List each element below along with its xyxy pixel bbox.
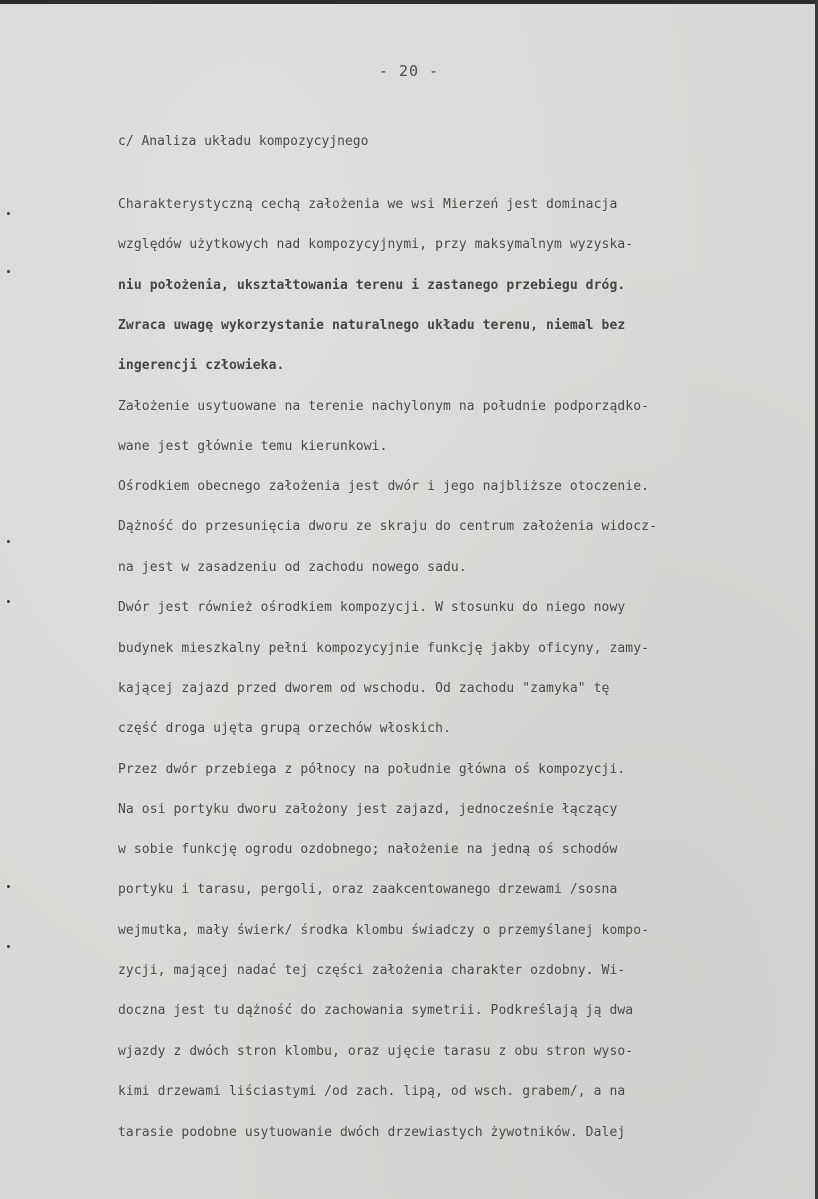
- punch-hole-mark: [7, 270, 10, 273]
- body-line: Dwór jest również ośrodkiem kompozycji. W stosunku do niego nowy: [118, 600, 626, 615]
- body-line: Charakterystyczną cechą założenia we wsi Mierzeń jest dominacja: [118, 197, 618, 212]
- body-line: wejmutka, mały świerk/ środka klombu świadczy o przemyślanej kompo-: [118, 923, 650, 938]
- section-heading: c/ Analiza układu kompozycyjnego: [118, 134, 369, 149]
- body-line: Na osi portyku dworu założony jest zajazd, jednocześnie łączący: [118, 802, 618, 817]
- body-line: Ośrodkiem obecnego założenia jest dwór i jego najbliższe otoczenie.: [118, 479, 650, 494]
- punch-hole-mark: [7, 885, 10, 888]
- body-line: względów użytkowych nad kompozycyjnymi, przy maksymalnym wyzyska-: [118, 237, 634, 252]
- body-line: ingerencji człowieka.: [118, 358, 285, 373]
- punch-hole-mark: [7, 600, 10, 603]
- body-line: tarasie podobne usytuowanie dwóch drzewiastych żywotników. Dalej: [118, 1125, 626, 1140]
- body-line: w sobie funkcję ogrodu ozdobnego; nałożenie na jedną oś schodów: [118, 842, 618, 857]
- body-line: Przez dwór przebiega z północy na południe główna oś kompozycji.: [118, 762, 626, 777]
- page-number: - 20 -: [378, 62, 440, 80]
- body-line: kimi drzewami liściastymi /od zach. lipą, od wsch. grabem/, a na: [118, 1084, 626, 1099]
- body-line: zycji, mającej nadać tej części założenia charakter ozdobny. Wi-: [118, 963, 626, 978]
- body-line: kającej zajazd przed dworem od wschodu. Od zachodu "zamyka" tę: [118, 681, 610, 696]
- punch-hole-mark: [7, 945, 10, 948]
- body-line: wane jest głównie temu kierunkowi.: [118, 439, 388, 454]
- body-line: doczna jest tu dążność do zachowania symetrii. Podkreślają ją dwa: [118, 1003, 634, 1018]
- body-line: część droga ujęta grupą orzechów włoskich.: [118, 721, 451, 736]
- punch-hole-mark: [7, 540, 10, 543]
- scan-top-edge: [0, 0, 818, 4]
- body-line: niu położenia, ukształtowania terenu i zastanego przebiegu dróg.: [118, 278, 626, 293]
- body-line: budynek mieszkalny pełni kompozycyjnie funkcję jakby oficyny, zamy-: [118, 641, 650, 656]
- body-line: na jest w zasadzeniu od zachodu nowego sadu.: [118, 560, 467, 575]
- body-line: Zwraca uwagę wykorzystanie naturalnego układu terenu, niemal bez: [118, 318, 626, 333]
- body-line: Dążność do przesunięcia dworu ze skraju do centrum założenia widocz-: [118, 519, 658, 534]
- punch-hole-mark: [7, 212, 10, 215]
- body-line: portyku i tarasu, pergoli, oraz zaakcentowanego drzewami /sosna: [118, 882, 618, 897]
- body-line: Założenie usytuowane na terenie nachylonym na południe podporządko-: [118, 399, 650, 414]
- body-line: wjazdy z dwóch stron klombu, oraz ujęcie tarasu z obu stron wyso-: [118, 1044, 634, 1059]
